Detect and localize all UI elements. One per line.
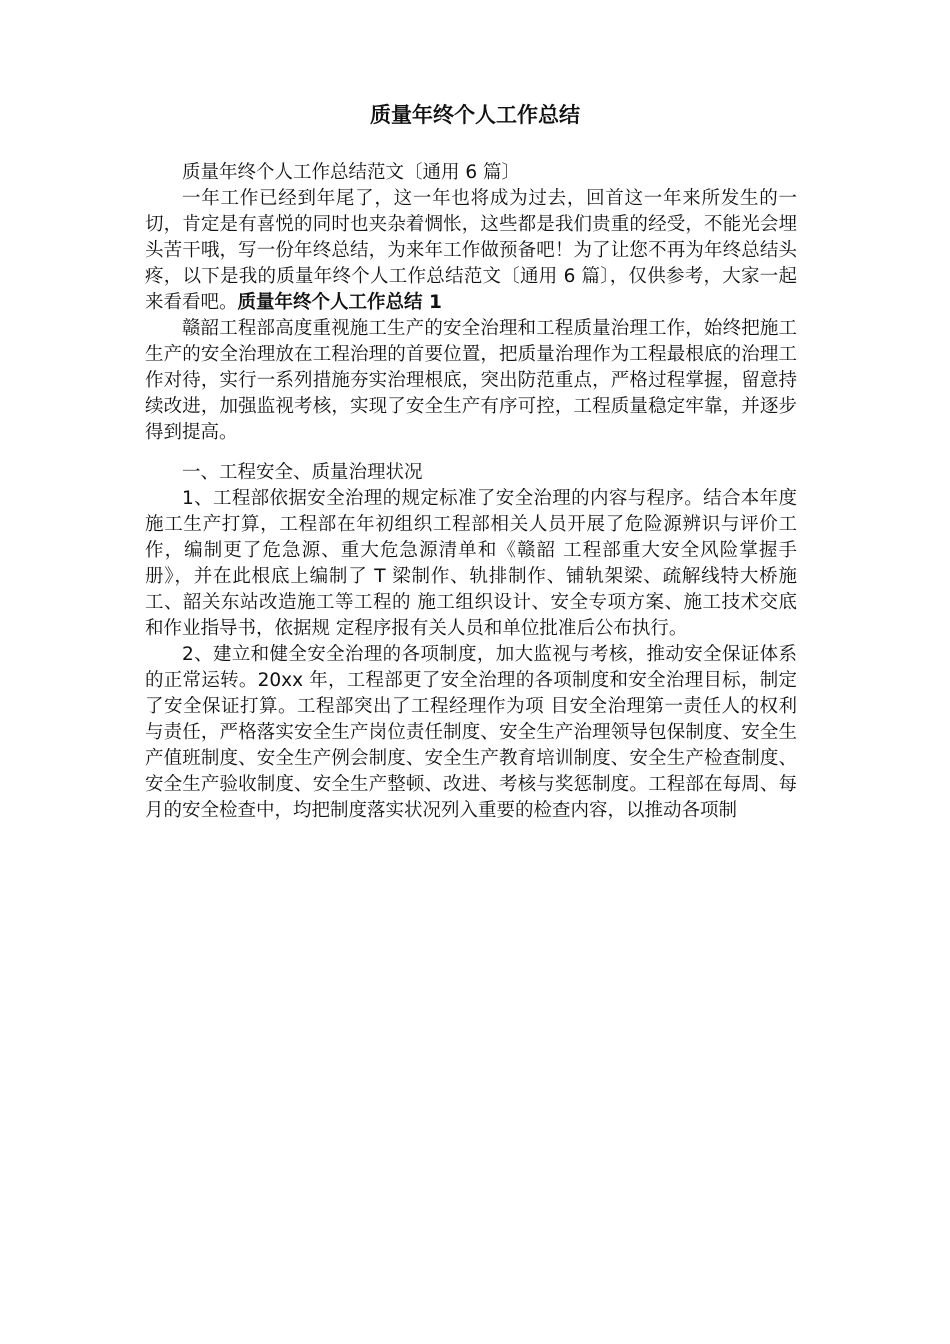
document-body [145, 160, 797, 824]
intro-paragraph [145, 186, 797, 316]
document-title: 质量年终个人工作总结 [370, 103, 580, 127]
section-heading: 质量年终个人工作总结 1 [237, 292, 442, 313]
intro-text: 一年工作已经到年尾了，这一年也将成为过去，回首这一年来所发生的一切，肯定是有喜悦的同时也夹杂着惆怅，这些都是我们贵重的经受，不能光会埋头苦干哦，写一份年终总结，为来年工作做预备吧！为了让您不再为年终总结头疼，以下是我的质量年终个人工作总结范文〔通用 6 篇〕，仅供参考，大家一起来看看吧。 [145, 188, 797, 313]
list-item-1: 1、工程部依据安全治理的规定标准了安全治理的内容与程序。结合本年度施工生产打算，工程部在年初组织工程部相关人员开展了危险源辨识与评价工作，编制更了危急源、重大危急源清单和《赣韶 工程部重大安全风险掌握手册》，并在此根底上编制了 T 梁制作、轨排制作、铺轨架梁、疏解线特大桥施工、韶关东站改造施工等工程的 施工组织设计、安全专项方案、施工技术交底和作业指导书，依据规 定程序报有关人员和单位批准后公布执行。 [145, 488, 797, 639]
document-subtitle: 质量年终个人工作总结范文〔通用 6 篇〕 [182, 162, 521, 183]
heading-one: 一、工程安全、质量治理状况 [182, 462, 423, 483]
list-item-2: 2、建立和健全安全治理的各项制度，加大监视与考核，推动安全保证体系的正常运转。20xx 年，工程部更了安全治理的各项制度和安全治理目标，制定了安全保证打算。工程部突出了工程经理作为项 目安全治理第一责任人的权利与责任，严格落实安全生产岗位责任制度、安全生产治理领导包保制度、安全生产值班制度、安全生产例会制度、安全生产教育培训制度、安全生产检查制度、安全生产验收制度、安全生产整顿、改进、考核与奖惩制度。工程部在每周、每月的安全检查中，均把制度落实状况列入重要的检查内容，以推动各项制 [145, 644, 797, 821]
body-paragraph-1: 赣韶工程部高度重视施工生产的安全治理和工程质量治理工作，始终把施工生产的安全治理放在工程治理的首要位置，把质量治理作为工程最根底的治理工作对待，实行一系列措施夯实治理根底，突出防范重点，严格过程掌握，留意持续改进，加强监视考核，实现了安全生产有序可控，工程质量稳定牢靠，并逐步得到提高。 [145, 318, 797, 443]
